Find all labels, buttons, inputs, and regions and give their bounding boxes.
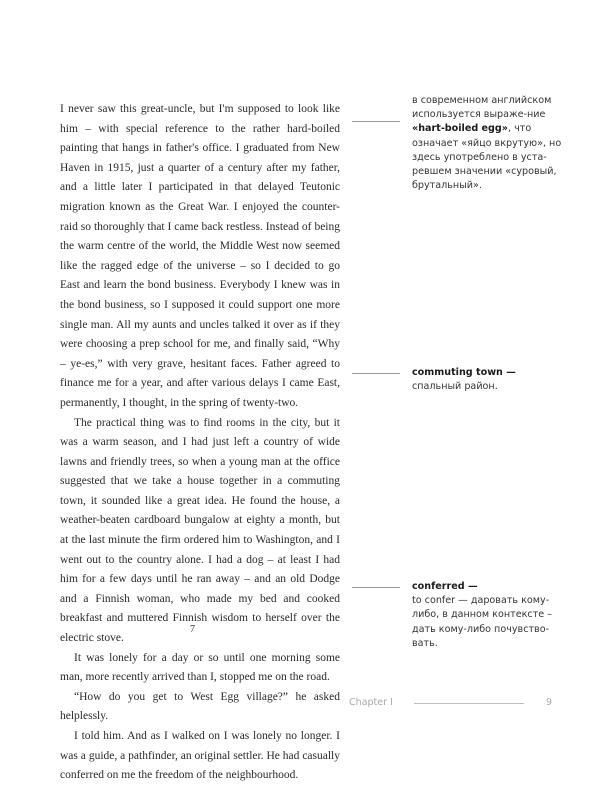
paragraph-3: It was lonely for a day or so until one morning some man, more recently arrived than I, stopped me on the road. xyxy=(60,651,340,684)
note-term: «hart-boiled egg» xyxy=(412,123,508,135)
note-connector-line xyxy=(352,587,400,588)
page-folio: 7 xyxy=(190,624,195,635)
note-text: в современном английском используется выраже-ние xyxy=(412,95,552,121)
paragraph-4: “How do you get to West Egg village?” he asked helplessly. xyxy=(60,690,340,723)
footer-chapter-label: Chapter I xyxy=(349,697,393,708)
paragraph-5: I told him. And as I walked on I was lonely no longer. I was a guide, a pathfinder, an original settler. He had casually conferred on me the freedom of the neighbourhood. xyxy=(60,730,340,782)
note-term: conferred — xyxy=(412,581,478,592)
note-term: commuting town — xyxy=(412,367,516,378)
paragraph-1: I never saw this great-uncle, but I'm supposed to look like him – with special reference to the rather hard-boiled painting that hangs in father's office. I graduated from New Haven in 1915, just a quarter of a century after my father, and a little later I participated in that delayed Teutonic migration known as the Great War. I enjoyed the counter-raid so thoroughly that I came back restless. Instead of being the warm centre of the world, the Middle West now seemed like the ragged edge of the universe – so I decided to go East and learn the bond business. Everybody I knew was in the bond business, so I supposed it could support one more single man. All my aunts and uncles talked it over as if they were choosing a prep school for me, and finally said, “Why – ye-es,” with very grave, hesitant faces. Father agreed to finance me for a year, and after various delays I came East, permanently, I thought, in the spring of twenty-two. xyxy=(60,103,340,409)
note-connector-line xyxy=(352,373,400,374)
paragraph-2: The practical thing was to find rooms in the city, but it was a warm season, and I had just left a country of wide lawns and friendly trees, so when a young man at the office suggested that we take a house together in a commuting town, it sounded like a great idea. He found the house, a weather-beaten cardboard bungalow at eighty a month, but at the last minute the firm ordered him to Washington, and I went out to the country alone. I had a dog – at least I had him for a few days until he ran away – and an old Dodge and a Finnish woman, who made my bed and cooked breakfast and muttered Finnish wisdom to herself over the electric stove. xyxy=(60,416,340,645)
margin-note-conferred xyxy=(412,580,572,651)
footer-divider xyxy=(414,703,524,704)
note-text: спальный район. xyxy=(412,381,498,393)
main-text-column xyxy=(60,100,340,786)
note-connector-line xyxy=(352,121,400,122)
note-text: to confer — даровать кому-либо, в данном контексте – дать кому-либо почувство-вать. xyxy=(412,595,553,649)
margin-note-commuting-town xyxy=(412,366,572,394)
margin-note-hard-boiled xyxy=(412,94,572,193)
note-text: , что означает «яйцо вкрутую», но здесь употреблено в уста-ревшем значении «суровый, брутальный». xyxy=(412,123,562,192)
footer-page-number: 9 xyxy=(546,697,553,708)
